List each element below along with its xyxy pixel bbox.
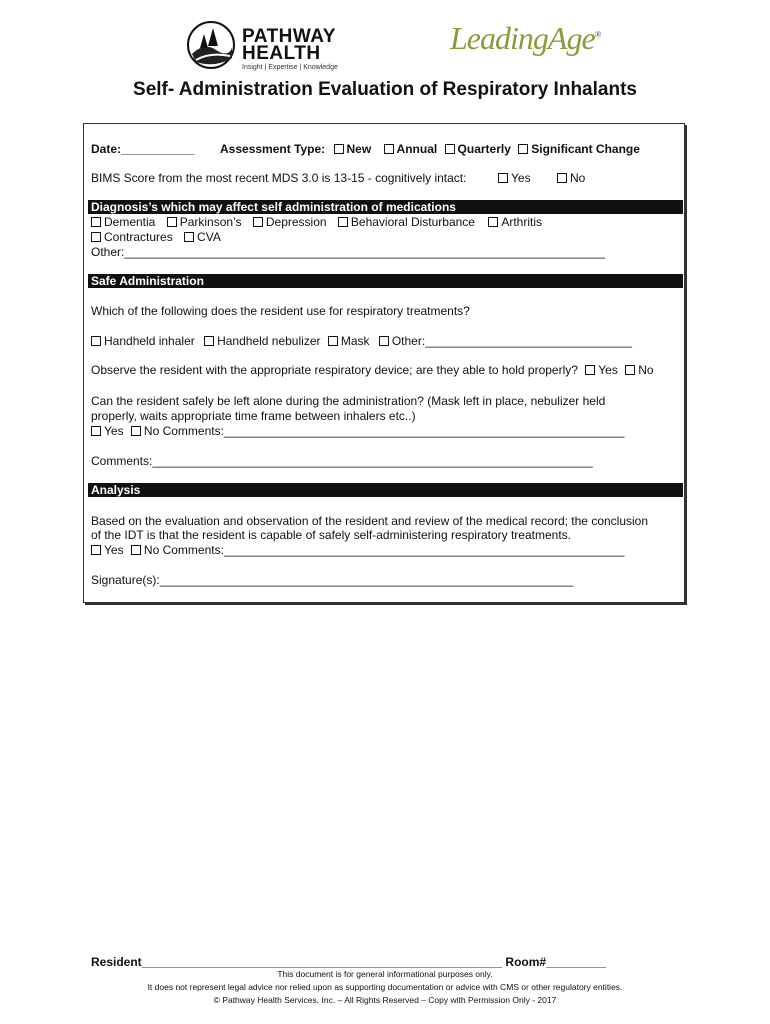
footer-disclaimer-2: It does not represent legal advice nor relied upon as supporting documentation or advice with CMS or other regulatory entities. [147, 982, 623, 992]
checkbox-bims-yes[interactable] [498, 173, 508, 183]
analysis-line1: Based on the evaluation and observation of the resident and review of the medical record; the conclusion [91, 514, 649, 528]
checkbox-bims-no[interactable] [557, 173, 567, 183]
leadingage-registered-mark: ® [594, 29, 601, 40]
device-options [91, 334, 632, 348]
bims-no [557, 171, 585, 185]
assessment-type-label: Assessment Type: [220, 142, 326, 156]
option-depression: Depression [265, 215, 327, 229]
checkbox-hold-no[interactable] [625, 365, 635, 375]
checkbox-hold-yes[interactable] [585, 365, 595, 375]
checkbox-arthritis[interactable] [488, 217, 498, 227]
footer-copyright: © Pathway Health Services, Inc. – All Rights Reserved – Copy with Permission Only - 2017 [213, 995, 557, 1005]
diagnosis-options-row1 [91, 215, 542, 229]
checkbox-analysis-yes[interactable] [91, 545, 101, 555]
checkbox-dementia[interactable] [91, 217, 101, 227]
hold-properly-text: Observe the resident with the appropriate respiratory device; are they able to hold properly? [91, 363, 578, 377]
page-title: Self- Administration Evaluation of Respiratory Inhalants [133, 79, 637, 100]
checkbox-left-alone-no[interactable] [131, 426, 141, 436]
checkbox-parkinsons[interactable] [167, 217, 177, 227]
pathway-tagline: Insight | Expertise | Knowledge [242, 64, 338, 71]
option-other-device[interactable]: Other:_______________________________ [391, 334, 633, 348]
leadingage-text: LeadingAge [450, 20, 595, 56]
hold-no-label: No [638, 363, 654, 377]
comments-field[interactable]: Comments:__________________________________________________________________ [91, 454, 593, 468]
bims-yes [498, 171, 531, 185]
checkbox-contractures[interactable] [91, 232, 101, 242]
option-parkinsons: Parkinson’s [179, 215, 242, 229]
safe-administration-heading: Safe Administration [88, 274, 683, 288]
analysis-line2: of the IDT is that the resident is capable of safely self-administering respiratory treatments. [91, 528, 571, 542]
checkbox-behavioral-disturbance[interactable] [338, 217, 348, 227]
resident-room-field[interactable]: Resident______________________________________________________ Room#_________ [91, 955, 607, 969]
pathway-name-line2: HEALTH [242, 43, 321, 64]
left-alone-yes-label: Yes [104, 424, 124, 438]
checkbox-significant-change[interactable] [518, 144, 528, 154]
footer-disclaimer-1: This document is for general informational purposes only. [277, 969, 493, 979]
checkbox-handheld-nebulizer[interactable] [204, 336, 214, 346]
pathway-name-line1: PATHWAY [242, 26, 336, 47]
bims-question: BIMS Score from the most recent MDS 3.0 is 13-15 - cognitively intact: [91, 171, 467, 185]
analysis-no-comments[interactable]: No Comments:____________________________________________________________ [143, 543, 625, 557]
option-quarterly: Quarterly [457, 142, 511, 156]
pathway-emblem-icon [186, 18, 236, 72]
option-new: New [346, 142, 372, 156]
option-contractures: Contractures [104, 230, 173, 244]
hold-properly-question [91, 363, 654, 377]
pathway-health-logo [186, 18, 346, 76]
left-alone-question-line1: Can the resident safely be left alone during the administration? (Mask left in place, nebulizer held [91, 394, 606, 408]
checkbox-annual[interactable] [384, 144, 394, 154]
hold-yes-label: Yes [598, 363, 618, 377]
assessment-type [220, 142, 640, 156]
date-field[interactable]: Date:___________ [91, 142, 195, 156]
option-mask: Mask [340, 334, 370, 348]
checkbox-depression[interactable] [253, 217, 263, 227]
option-handheld-nebulizer: Handheld nebulizer [217, 334, 321, 348]
checkbox-new[interactable] [334, 144, 344, 154]
diagnosis-heading: Diagnosis’s which may affect self administration of medications [88, 200, 683, 214]
bims-no-label: No [570, 171, 586, 185]
device-question: Which of the following does the resident use for respiratory treatments? [91, 304, 470, 318]
left-alone-no-comments[interactable]: No Comments:____________________________________________________________ [143, 424, 625, 438]
left-alone-question-line2: properly, waits appropriate time frame between inhalers etc..) [91, 409, 416, 423]
bims-yes-label: Yes [511, 171, 531, 185]
analysis-answer [91, 543, 624, 557]
analysis-heading: Analysis [88, 483, 683, 497]
option-arthritis: Arthritis [501, 215, 542, 229]
checkbox-left-alone-yes[interactable] [91, 426, 101, 436]
option-handheld-inhaler: Handheld inhaler [104, 334, 195, 348]
leadingage-logo [450, 20, 600, 57]
analysis-yes-label: Yes [104, 543, 124, 557]
diagnosis-other-field[interactable]: Other:________________________________________________________________________ [91, 245, 605, 259]
checkbox-quarterly[interactable] [445, 144, 455, 154]
option-cva: CVA [197, 230, 221, 244]
checkbox-mask[interactable] [328, 336, 338, 346]
option-annual: Annual [396, 142, 438, 156]
option-dementia: Dementia [104, 215, 156, 229]
diagnosis-options-row2 [91, 230, 221, 244]
checkbox-other-device[interactable] [379, 336, 389, 346]
signature-field[interactable]: Signature(s):______________________________________________________________ [91, 573, 574, 587]
checkbox-analysis-no[interactable] [131, 545, 141, 555]
option-behavioral-disturbance: Behavioral Disturbance [350, 215, 475, 229]
option-significant-change: Significant Change [531, 142, 640, 156]
checkbox-cva[interactable] [184, 232, 194, 242]
checkbox-handheld-inhaler[interactable] [91, 336, 101, 346]
left-alone-answer [91, 424, 624, 438]
